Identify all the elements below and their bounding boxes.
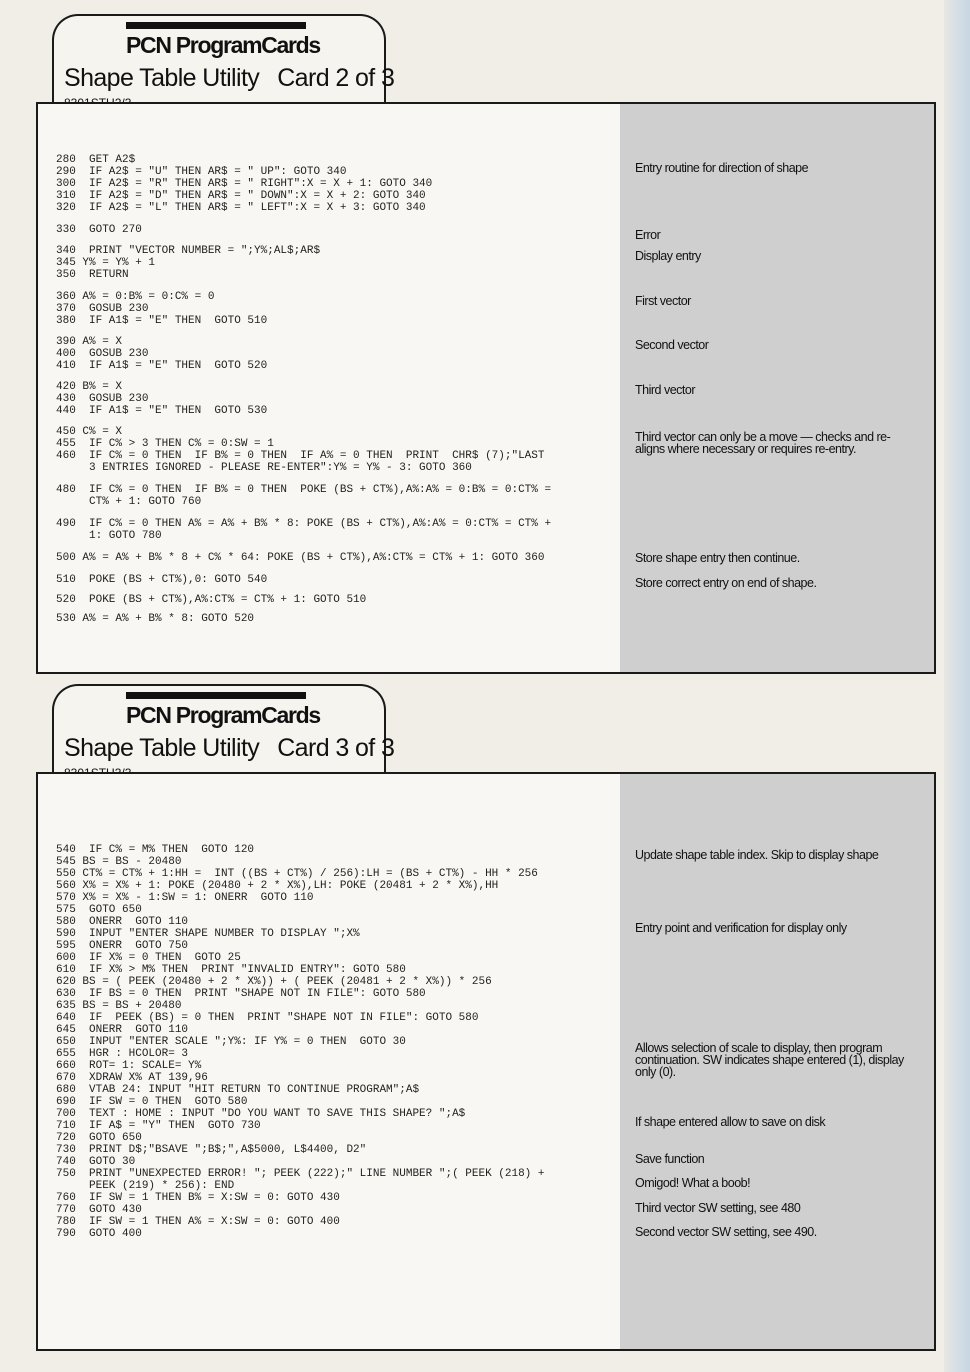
annotation: Entry point and verification for display only (635, 921, 847, 935)
annotation: Omigod! What a boob! (635, 1176, 751, 1190)
code-line: 590 INPUT "ENTER SHAPE NUMBER TO DISPLAY ";X% (56, 928, 360, 940)
annotation: Second vector (635, 338, 709, 352)
code-line: 710 IF A$ = "Y" THEN GOTO 730 (56, 1120, 261, 1132)
code-line: 310 IF A2$ = "D" THEN AR$ = " DOWN":X = X + 2: GOTO 340 (56, 190, 426, 202)
code-line: 490 IF C% = 0 THEN A% = A% + B% * 8: POKE (BS + CT%),A%:A% = 0:CT% = CT% + (56, 518, 552, 530)
program-card-3 (0, 684, 970, 1350)
code-line: 635 BS = BS + 20480 (56, 1000, 182, 1012)
code-line: 530 A% = A% + B% * 8: GOTO 520 (56, 613, 255, 625)
code-line: 410 IF A1$ = "E" THEN GOTO 520 (56, 360, 268, 372)
code-line: 460 IF C% = 0 THEN IF B% = 0 THEN IF A% = 0 THEN PRINT CHR$ (7);"LAST (56, 450, 545, 462)
code-line: 380 IF A1$ = "E" THEN GOTO 510 (56, 315, 268, 327)
code-line: 455 IF C% > 3 THEN C% = 0:SW = 1 (56, 438, 274, 450)
card-title-text: Shape Table Utility (64, 734, 260, 762)
code-line: 595 ONERR GOTO 750 (56, 940, 189, 952)
code-line: 650 INPUT "ENTER SCALE ";Y%: IF Y% = 0 THEN GOTO 30 (56, 1036, 406, 1048)
annotation: Store correct entry on end of shape. (635, 576, 817, 590)
code-line: 450 C% = X (56, 426, 123, 438)
card-number: Card 2 of 3 (277, 64, 395, 92)
annotation: Entry routine for direction of shape (635, 161, 809, 175)
code-line: 300 IF A2$ = "R" THEN AR$ = " RIGHT":X = X + 1: GOTO 340 (56, 178, 433, 190)
code-line: 640 IF PEEK (BS) = 0 THEN PRINT "SHAPE NOT IN FILE": GOTO 580 (56, 1012, 479, 1024)
code-line: 570 X% = X% - 1:SW = 1: ONERR GOTO 110 (56, 892, 314, 904)
code-line: 560 X% = X% + 1: POKE (20480 + 2 * X%),LH: POKE (20481 + 2 * X%),HH (56, 880, 499, 892)
listing-panel (36, 772, 936, 1351)
annotation: Second vector SW setting, see 490. (635, 1225, 817, 1239)
annotation: Allows selection of scale to display, then program continuation. SW indicates shape entered (1), display only (0). (635, 1041, 904, 1079)
code-line: 510 POKE (BS + CT%),0: GOTO 540 (56, 574, 268, 586)
code-line: 280 GET A2$ (56, 154, 136, 166)
code-line: 770 GOTO 430 (56, 1204, 142, 1216)
code-line: 340 PRINT "VECTOR NUMBER = ";Y%;AL$;AR$ (56, 245, 321, 257)
code-line: 580 ONERR GOTO 110 (56, 916, 189, 928)
annotation: Save function (635, 1152, 705, 1166)
brand-rule (126, 692, 306, 699)
code-line: 500 A% = A% + B% * 8 + C% * 64: POKE (BS + CT%),A%:CT% = CT% + 1: GOTO 360 (56, 552, 545, 564)
card-title-text: Shape Table Utility (64, 64, 260, 92)
code-line: 660 ROT= 1: SCALE= Y% (56, 1060, 202, 1072)
code-line: 670 XDRAW X% AT 139,96 (56, 1072, 208, 1084)
code-line: 520 POKE (BS + CT%),A%:CT% = CT% + 1: GOTO 510 (56, 594, 367, 606)
code-line: 720 GOTO 650 (56, 1132, 142, 1144)
code-line: 440 IF A1$ = "E" THEN GOTO 530 (56, 405, 268, 417)
code-line: 420 B% = X (56, 381, 123, 393)
code-line: 790 GOTO 400 (56, 1228, 142, 1240)
code-line: 540 IF C% = M% THEN GOTO 120 (56, 844, 255, 856)
brand-logo: PCN ProgramCards (126, 32, 320, 58)
brand-rule (126, 22, 306, 29)
annotation: Update shape table index. Skip to display shape (635, 848, 879, 862)
annotation: If shape entered allow to save on disk (635, 1115, 826, 1129)
code-line: 390 A% = X (56, 336, 123, 348)
annotation: First vector (635, 294, 691, 308)
code-line: 350 RETURN (56, 269, 129, 281)
card-title (64, 734, 394, 763)
code-line: 760 IF SW = 1 THEN B% = X:SW = 0: GOTO 430 (56, 1192, 340, 1204)
annotation: Third vector (635, 383, 695, 397)
code-line: PEEK (219) * 256): END (56, 1180, 235, 1192)
code-line: 630 IF BS = 0 THEN PRINT "SHAPE NOT IN FILE": GOTO 580 (56, 988, 426, 1000)
code-line: 730 PRINT D$;"BSAVE ";B$;",A$5000, L$4400, D2" (56, 1144, 367, 1156)
code-line: 620 BS = ( PEEK (20480 + 2 * X%)) + ( PEEK (20481 + 2 * X%)) * 256 (56, 976, 492, 988)
code-line: 330 GOTO 270 (56, 224, 142, 236)
listing-panel (36, 102, 936, 674)
code-line: 655 HGR : HCOLOR= 3 (56, 1048, 189, 1060)
code-line: 320 IF A2$ = "L" THEN AR$ = " LEFT":X = X + 3: GOTO 340 (56, 202, 426, 214)
code-line: 3 ENTRIES IGNORED - PLEASE RE-ENTER":Y% = Y% - 3: GOTO 360 (56, 462, 472, 474)
brand-logo: PCN ProgramCards (126, 702, 320, 728)
code-line: 550 CT% = CT% + 1:HH = INT ((BS + CT%) / 256):LH = (BS + CT%) - HH * 256 (56, 868, 538, 880)
code-line: 430 GOSUB 230 (56, 393, 149, 405)
code-line: 740 GOTO 30 (56, 1156, 136, 1168)
annotation: Error (635, 228, 661, 242)
card-number: Card 3 of 3 (277, 734, 395, 762)
annotation: Third vector SW setting, see 480 (635, 1201, 801, 1215)
code-line: 1: GOTO 780 (56, 530, 162, 542)
code-line: 780 IF SW = 1 THEN A% = X:SW = 0: GOTO 400 (56, 1216, 340, 1228)
code-line: 600 IF X% = 0 THEN GOTO 25 (56, 952, 241, 964)
code-line: 750 PRINT "UNEXPECTED ERROR! "; PEEK (222);" LINE NUMBER ";( PEEK (218) + (56, 1168, 545, 1180)
card-title (64, 64, 394, 93)
code-line: CT% + 1: GOTO 760 (56, 496, 202, 508)
program-card-2 (0, 14, 970, 679)
code-line: 360 A% = 0:B% = 0:C% = 0 (56, 291, 215, 303)
code-line: 370 GOSUB 230 (56, 303, 149, 315)
annotation: Store shape entry then continue. (635, 551, 800, 565)
code-line: 700 TEXT : HOME : INPUT "DO YOU WANT TO SAVE THIS SHAPE? ";A$ (56, 1108, 466, 1120)
code-line: 690 IF SW = 0 THEN GOTO 580 (56, 1096, 248, 1108)
annotation: Display entry (635, 249, 701, 263)
annotation: Third vector can only be a move — checks and re-aligns where necessary or requires re-entry. (635, 430, 891, 456)
code-line: 575 GOTO 650 (56, 904, 142, 916)
code-line: 545 BS = BS - 20480 (56, 856, 182, 868)
code-line: 345 Y% = Y% + 1 (56, 257, 156, 269)
code-line: 480 IF C% = 0 THEN IF B% = 0 THEN POKE (BS + CT%),A%:A% = 0:B% = 0:CT% = (56, 484, 552, 496)
code-line: 610 IF X% > M% THEN PRINT "INVALID ENTRY": GOTO 580 (56, 964, 406, 976)
code-line: 290 IF A2$ = "U" THEN AR$ = " UP": GOTO 340 (56, 166, 347, 178)
code-line: 400 GOSUB 230 (56, 348, 149, 360)
code-line: 645 ONERR GOTO 110 (56, 1024, 189, 1036)
code-line: 680 VTAB 24: INPUT "HIT RETURN TO CONTINUE PROGRAM";A$ (56, 1084, 420, 1096)
